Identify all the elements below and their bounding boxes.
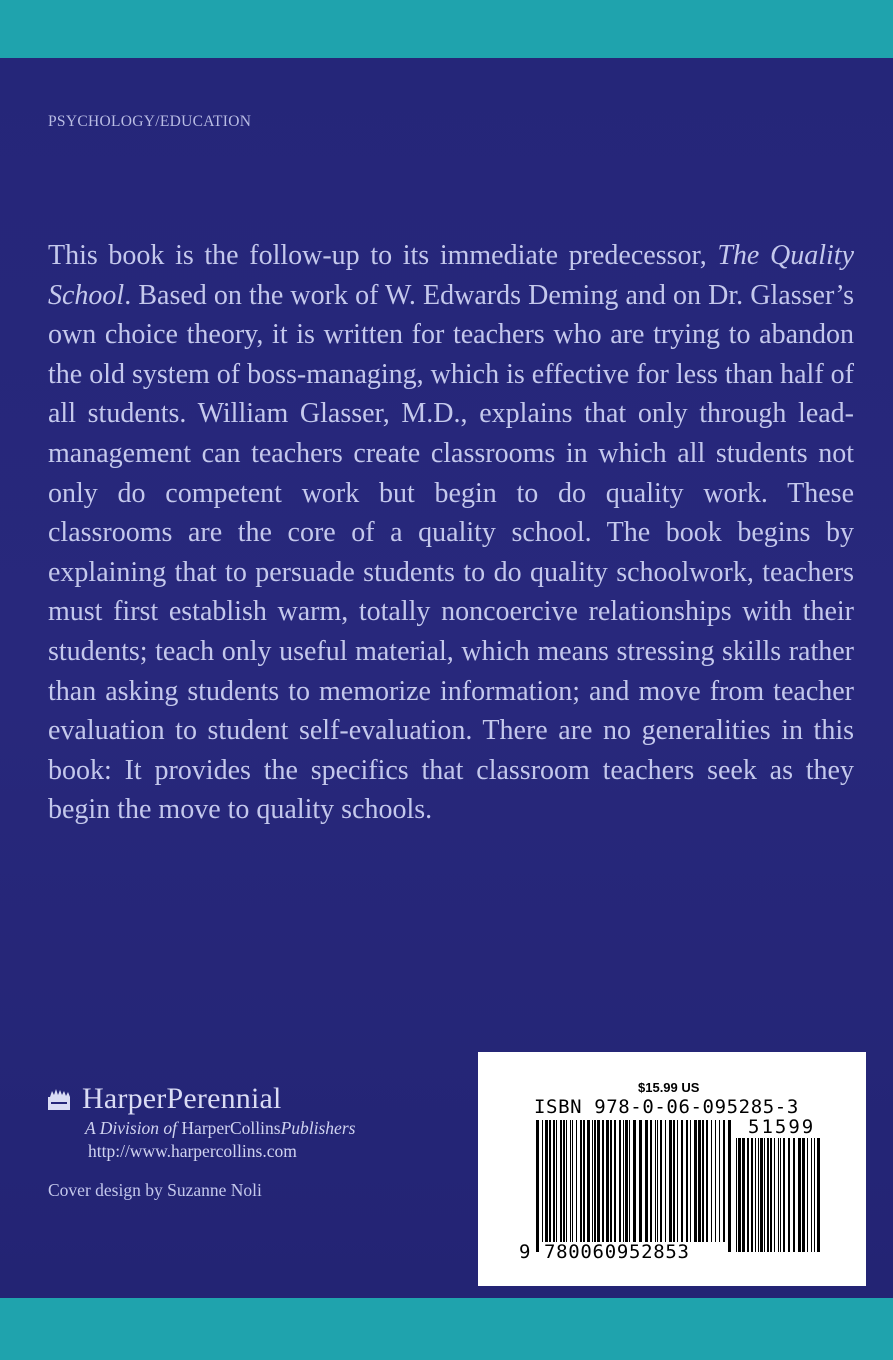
- publisher-division: [85, 1118, 355, 1139]
- barcode-bar: [655, 1120, 656, 1242]
- barcode-bar: [542, 1120, 543, 1242]
- cover-credit: Cover design by Suzanne Noli: [48, 1180, 262, 1200]
- barcode-bar: [673, 1120, 675, 1242]
- barcode-bar: [747, 1138, 749, 1252]
- barcode-bar: [751, 1138, 753, 1252]
- publisher-block: [48, 1079, 282, 1119]
- barcode-bar: [723, 1120, 725, 1242]
- barcode-bar: [639, 1120, 642, 1242]
- barcode-bar: [566, 1120, 567, 1242]
- barcode-bar: [755, 1138, 756, 1252]
- barcode-bar: [553, 1120, 555, 1242]
- barcode-bar: [738, 1138, 741, 1252]
- division-prefix: A Division of: [85, 1118, 178, 1138]
- barcode-bar: [660, 1120, 662, 1242]
- barcode-bar: [563, 1120, 565, 1242]
- ean-digits: 780060952853: [544, 1242, 718, 1262]
- barcode-bar: [623, 1120, 624, 1242]
- barcode-bar: [758, 1138, 759, 1252]
- barcode-bar: [793, 1138, 795, 1252]
- barcode-bar: [760, 1138, 763, 1252]
- barcode-bar: [587, 1120, 590, 1242]
- barcode-bar: [570, 1120, 571, 1242]
- barcode-bar: [580, 1120, 582, 1242]
- barcode-bar: [597, 1120, 600, 1242]
- barcode-bar: [549, 1120, 551, 1242]
- ean-first-digit: 9: [519, 1241, 531, 1263]
- barcode-bar: [610, 1120, 612, 1242]
- barcode-bar: [614, 1120, 616, 1242]
- barcode-bar: [814, 1138, 815, 1252]
- barcode-bar: [702, 1120, 704, 1242]
- barcode-bar: [764, 1138, 765, 1252]
- ean-barcode: [536, 1120, 732, 1252]
- barcode-bar: [545, 1120, 548, 1242]
- predecessor-title: The Quality School: [48, 240, 854, 311]
- barcode-bar: [602, 1120, 604, 1242]
- blurb-intro: This book is the follow-up to its immediate predecessor,: [48, 240, 707, 271]
- barcode-bar: [629, 1120, 630, 1252]
- barcode-bar: [536, 1120, 539, 1252]
- barcode-bar: [686, 1120, 688, 1242]
- barcode-bar: [572, 1120, 573, 1242]
- barcode-bar: [690, 1120, 691, 1242]
- barcode-box: [478, 1052, 866, 1286]
- addon-barcode: [736, 1138, 822, 1252]
- barcode-bar: [657, 1120, 658, 1242]
- book-description: [48, 236, 854, 830]
- barcode-bar: [576, 1120, 577, 1242]
- barcode-bar: [665, 1120, 666, 1242]
- barcode-bar: [719, 1120, 720, 1242]
- barcode-bar: [770, 1138, 772, 1252]
- barcode-bar: [807, 1138, 808, 1252]
- barcode-bar: [811, 1138, 812, 1252]
- barcode-bar: [669, 1120, 672, 1242]
- barcode-bar: [798, 1138, 801, 1252]
- category-label: PSYCHOLOGY/EDUCATION: [48, 113, 252, 130]
- barcode-bar: [681, 1120, 683, 1242]
- barcode-bar: [788, 1138, 790, 1252]
- blurb-body: . Based on the work of W. Edwards Deming and on Dr. Glasser’s own choice theory, it is written for teachers who are trying to abandon the old system of boss-managing, which is effective for less than half of all students. William Glasser, M.D., explains that only through lead-management can teachers create classrooms in which all students not only do competent work but begin to do quality work. These classrooms are the core of a quality school. The book begins by explaining that to persuade students to do quality schoolwork, teachers must first establish warm, totally noncoercive relationships with their students; teach only useful material, which means stressing skills rather than asking students to memorize information; and move from teacher evaluation to student self-evaluation. There are no generalities in this book: It provides the specifics that classroom teachers seek as they begin the move to quality schools.: [48, 279, 854, 826]
- barcode-bar: [774, 1138, 775, 1252]
- barcode-bar: [606, 1120, 609, 1242]
- barcode-bar: [742, 1138, 745, 1252]
- harper-flame-icon: [48, 1088, 70, 1110]
- barcode-bar: [677, 1120, 678, 1242]
- barcode-bar: [783, 1138, 785, 1252]
- barcode-bar: [619, 1120, 621, 1242]
- barcode-bar: [645, 1120, 648, 1242]
- barcode-bar: [556, 1120, 557, 1242]
- barcode-bar: [633, 1120, 636, 1252]
- barcode-bar: [650, 1120, 652, 1242]
- barcode-bar: [594, 1120, 596, 1242]
- barcode-bar: [694, 1120, 697, 1242]
- barcode-bar: [706, 1120, 708, 1242]
- division-suffix: Publishers: [280, 1118, 356, 1138]
- isbn-label: ISBN 978-0-06-095285-3: [534, 1096, 799, 1118]
- division-name: HarperCollins: [181, 1118, 281, 1138]
- publisher-url: http://www.harpercollins.com: [88, 1141, 297, 1161]
- barcode-bar: [736, 1138, 737, 1252]
- barcode-bar: [767, 1138, 769, 1252]
- barcode-bar: [625, 1120, 628, 1242]
- price-addon-number: 51599: [748, 1116, 816, 1138]
- barcode-bar: [560, 1120, 562, 1242]
- barcode-bar: [728, 1120, 731, 1252]
- barcode-bar: [780, 1138, 781, 1252]
- barcode-bar: [583, 1120, 585, 1242]
- barcode-bar: [592, 1120, 593, 1242]
- barcode-bar: [802, 1138, 805, 1252]
- price-label: $15.99 US: [638, 1080, 700, 1095]
- publisher-name: HarperPerennial: [82, 1082, 282, 1115]
- barcode-bar: [711, 1120, 712, 1242]
- barcode-bar: [698, 1120, 701, 1242]
- barcode-bar: [715, 1120, 716, 1242]
- barcode-bar: [778, 1138, 779, 1252]
- barcode-bar: [817, 1138, 820, 1252]
